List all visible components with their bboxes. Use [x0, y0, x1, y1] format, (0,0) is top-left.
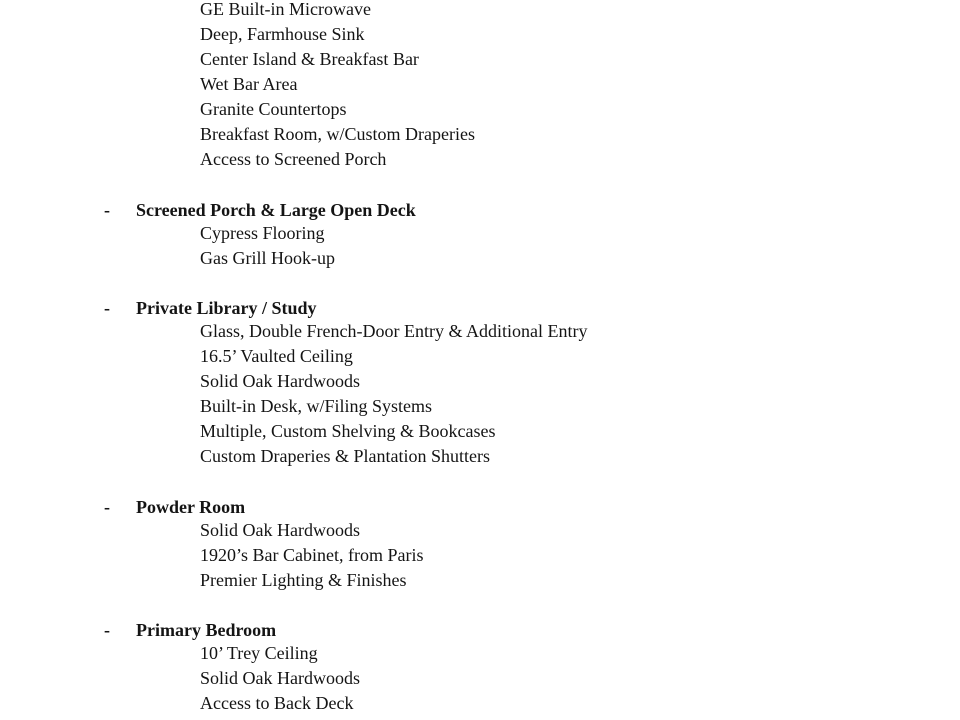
feature-list — [0, 319, 960, 469]
feature-list — [0, 518, 960, 593]
section-kitchen-continued — [0, 0, 960, 172]
list-item: Solid Oak Hardwoods — [200, 371, 360, 391]
list-item: Built-in Desk, w/Filing Systems — [200, 396, 433, 416]
section-private-library — [0, 297, 960, 469]
list-item: Multiple, Custom Shelving & Bookcases — [200, 421, 496, 441]
list-item: GE Built-in Microwave — [200, 0, 371, 19]
section-heading-row — [0, 297, 960, 319]
list-item: Cypress Flooring — [200, 223, 325, 243]
list-item: Wet Bar Area — [200, 74, 298, 94]
section-heading: Private Library / Study — [136, 298, 317, 318]
section-heading-row — [0, 619, 960, 641]
bullet-dash: - — [104, 200, 110, 220]
section-heading: Primary Bedroom — [136, 620, 277, 640]
list-item: Center Island & Breakfast Bar — [200, 49, 419, 69]
list-item: Access to Back Deck — [200, 693, 354, 713]
section-screened-porch — [0, 199, 960, 271]
list-item: Granite Countertops — [200, 99, 347, 119]
list-item: Access to Screened Porch — [200, 149, 387, 169]
list-item: Premier Lighting & Finishes — [200, 570, 407, 590]
list-item: Glass, Double French-Door Entry & Additional Entry — [200, 321, 588, 341]
list-item: Custom Draperies & Plantation Shutters — [200, 446, 490, 466]
bullet-dash: - — [104, 298, 110, 318]
feature-list — [0, 221, 960, 271]
list-item: Gas Grill Hook-up — [200, 248, 335, 268]
section-heading: Screened Porch & Large Open Deck — [136, 200, 416, 220]
list-item: Solid Oak Hardwoods — [200, 520, 360, 540]
section-primary-bedroom — [0, 619, 960, 716]
bullet-dash: - — [104, 620, 110, 640]
bullet-dash: - — [104, 497, 110, 517]
list-item: 1920’s Bar Cabinet, from Paris — [200, 545, 424, 565]
section-heading: Powder Room — [136, 497, 246, 517]
list-item: Deep, Farmhouse Sink — [200, 24, 365, 44]
list-item: Solid Oak Hardwoods — [200, 668, 360, 688]
section-heading-row — [0, 496, 960, 518]
section-powder-room — [0, 496, 960, 593]
list-item: 16.5’ Vaulted Ceiling — [200, 346, 353, 366]
list-item: 10’ Trey Ceiling — [200, 643, 318, 663]
list-item: Breakfast Room, w/Custom Draperies — [200, 124, 475, 144]
section-heading-row — [0, 199, 960, 221]
feature-list — [0, 641, 960, 716]
feature-list — [0, 0, 960, 172]
